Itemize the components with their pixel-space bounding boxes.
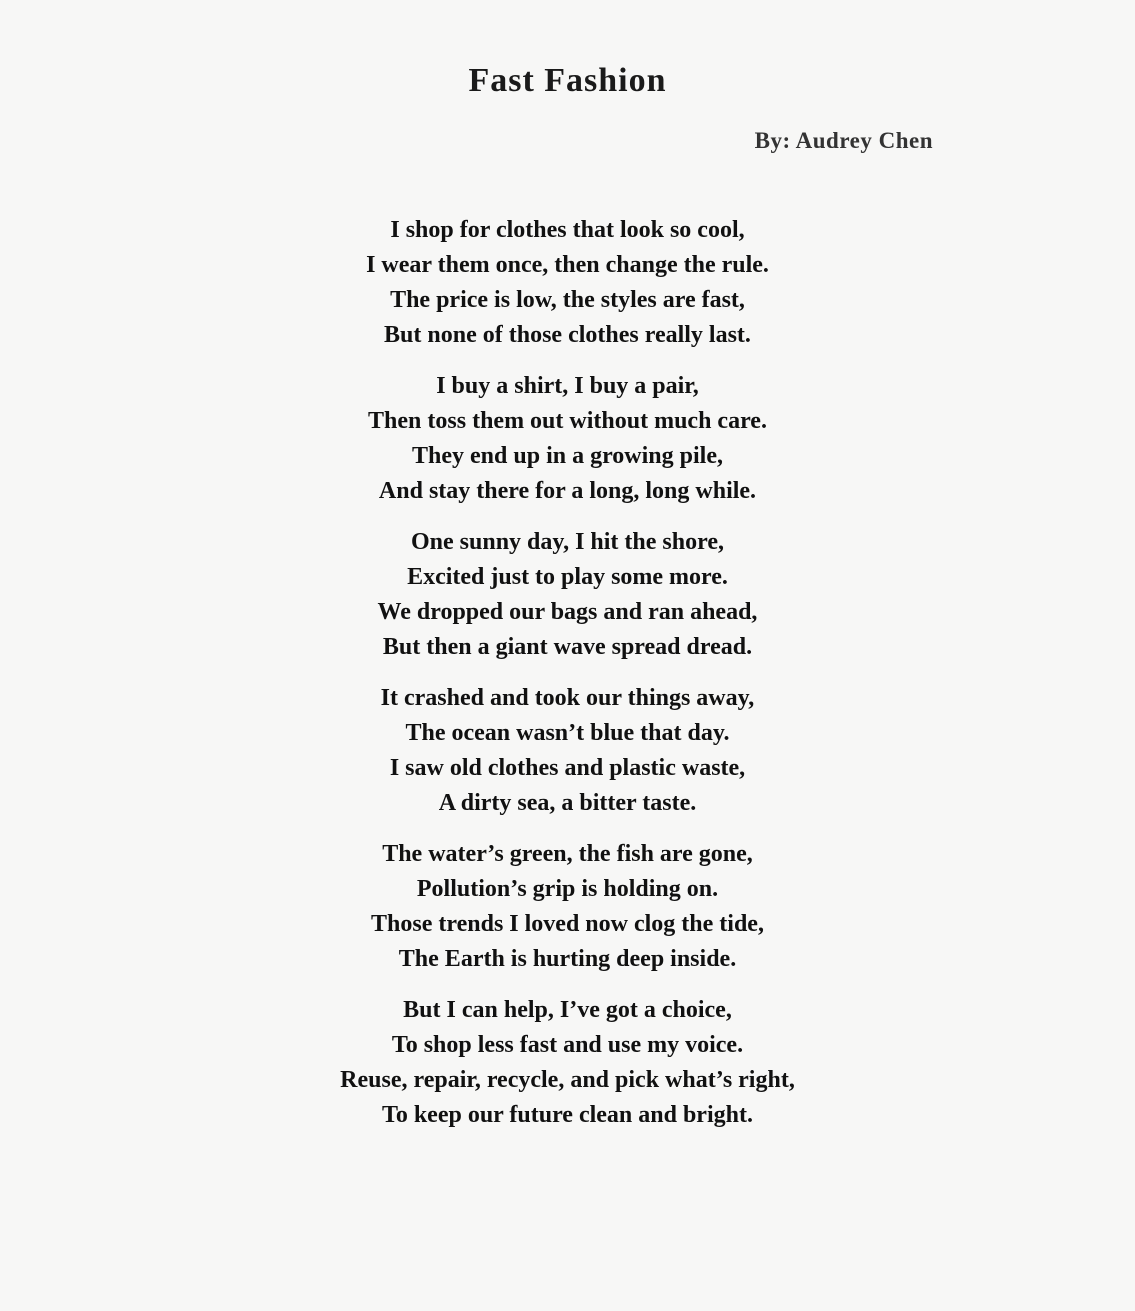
poem-line: But then a giant wave spread dread.	[382, 634, 753, 660]
poem-line: One sunny day, I hit the shore,	[411, 529, 724, 555]
poem-line: Excited just to play some more.	[407, 564, 728, 590]
poem-body	[0, 213, 1135, 1149]
stanza-3	[0, 525, 1135, 665]
poem-line: To keep our future clean and bright.	[382, 1102, 753, 1128]
poem-line: We dropped our bags and ran ahead,	[377, 599, 758, 625]
poem-line: It crashed and took our things away,	[380, 685, 755, 711]
poem-line: Those trends I loved now clog the tide,	[371, 911, 764, 937]
poem-line: Pollution’s grip is holding on.	[416, 876, 719, 902]
poem-line: But none of those clothes really last.	[384, 322, 751, 348]
poem-line: They end up in a growing pile,	[412, 443, 723, 469]
poem-line: The ocean wasn’t blue that day.	[405, 720, 730, 746]
poem-line: I wear them once, then change the rule.	[366, 252, 769, 278]
stanza-4	[0, 681, 1135, 821]
poem-title: Fast Fashion	[468, 62, 667, 99]
poem-line: I buy a shirt, I buy a pair,	[436, 373, 699, 399]
poem-line: Reuse, repair, recycle, and pick what’s right,	[340, 1067, 795, 1093]
stanza-5	[0, 837, 1135, 977]
poem-line: To shop less fast and use my voice.	[391, 1032, 744, 1058]
poem-line: The price is low, the styles are fast,	[390, 287, 745, 313]
poem-line: The water’s green, the fish are gone,	[382, 841, 753, 867]
stanza-6	[0, 993, 1135, 1133]
poem-line: The Earth is hurting deep inside.	[398, 946, 737, 972]
poem-line: A dirty sea, a bitter taste.	[438, 790, 697, 816]
author-byline: By: Audrey Chen	[754, 128, 933, 153]
poem-line: Then toss them out without much care.	[368, 408, 767, 434]
poem-line: I shop for clothes that look so cool,	[390, 217, 745, 243]
poem-line: And stay there for a long, long while.	[378, 478, 757, 504]
stanza-2	[0, 369, 1135, 509]
stanza-1	[0, 213, 1135, 353]
poem-line: But I can help, I’ve got a choice,	[403, 997, 732, 1023]
poem-line: I saw old clothes and plastic waste,	[389, 755, 746, 781]
